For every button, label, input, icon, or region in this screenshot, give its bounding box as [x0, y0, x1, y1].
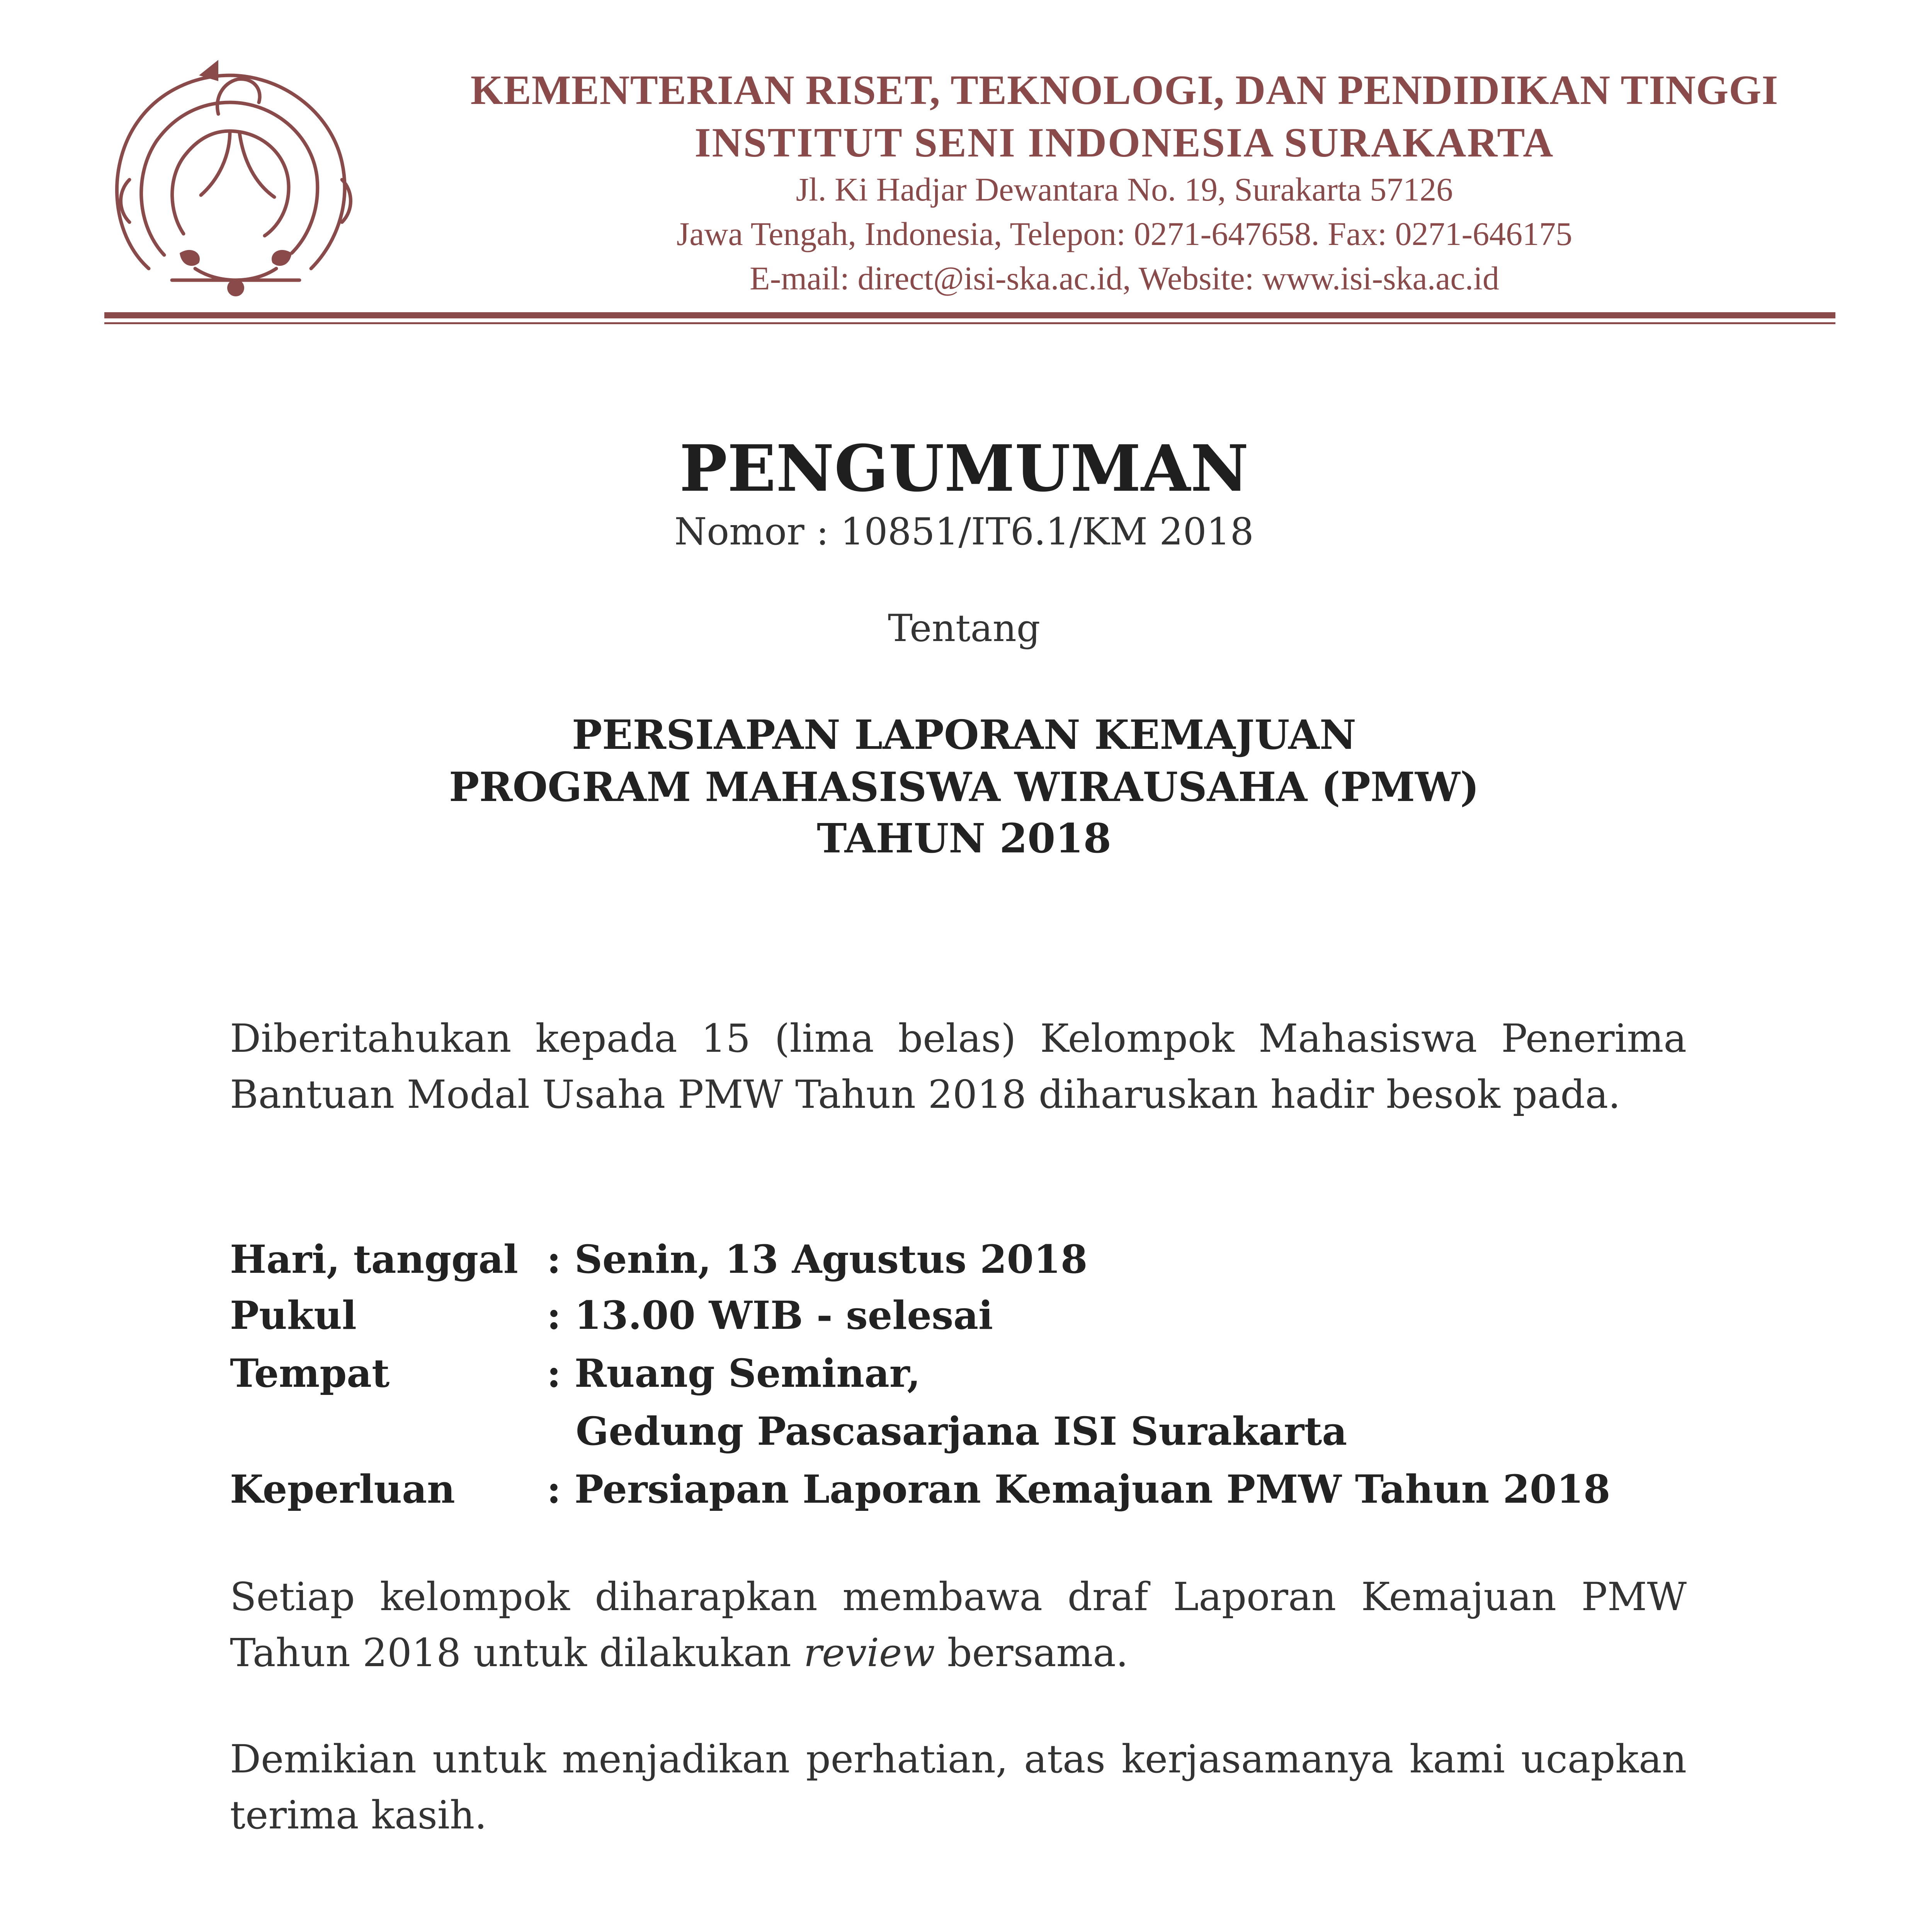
time-value: : 13.00 WIB - selesai [547, 1293, 993, 1338]
letterhead-divider-thick [104, 312, 1835, 318]
place-label: Tempat [230, 1350, 390, 1396]
institute-address: Jl. Ki Hadjar Dewantara No. 19, Surakarta 57126 [796, 171, 1453, 208]
closing-paragraph: Demikian untuk menjadikan perhatian, atas kerjasamanya kami ucapkan terima kasih. [230, 1736, 1687, 1838]
time-label: Pukul [230, 1293, 357, 1338]
request-text-end: bersama. [935, 1630, 1128, 1675]
subject-line-3: TAHUN 2018 [816, 815, 1112, 862]
announcement-title: PENGUMUMAN [679, 431, 1249, 506]
day-value: : Senin, 13 Agustus 2018 [547, 1236, 1088, 1282]
institute-phone-fax: Jawa Tengah, Indonesia, Telepon: 0271-647658. Fax: 0271-646175 [676, 215, 1573, 252]
request-text: Setiap kelompok diharapkan membawa draf Laporan Kemajuan PMW Tahun 2018 untuk dilakukan [230, 1574, 1687, 1675]
announcement-about: Tentang [888, 607, 1041, 650]
request-paragraph [230, 1569, 1687, 1681]
institute-logo [102, 52, 369, 299]
intro-paragraph: Diberitahukan kepada 15 (lima belas) Kelompok Mahasiswa Penerima Bantuan Modal Usaha PMW Tahun 2018 diharuskan hadir besok pada. [230, 1016, 1687, 1117]
place-value-continued: Gedung Pascasarjana ISI Surakarta [576, 1408, 1347, 1454]
day-label: Hari, tanggal [230, 1236, 518, 1282]
subject-line-1: PERSIAPAN LAPORAN KEMAJUAN [572, 711, 1356, 759]
place-value: : Ruang Seminar, [547, 1350, 921, 1396]
subject-line-2: PROGRAM MAHASISWA WIRAUSAHA (PMW) [449, 763, 1479, 811]
institute-name: INSTITUT SENI INDONESIA SURAKARTA [694, 120, 1554, 166]
institute-email-website: E-mail: direct@isi-ska.ac.id, Website: www.isi-ska.ac.id [750, 260, 1499, 297]
ministry-name: KEMENTERIAN RISET, TEKNOLOGI, DAN PENDIDIKAN TINGGI [470, 67, 1779, 113]
purpose-label: Keperluan [230, 1466, 455, 1512]
request-emphasis: review [803, 1630, 935, 1675]
letterhead-divider-thin [104, 322, 1835, 324]
announcement-number: Nomor : 10851/IT6.1/KM 2018 [674, 510, 1254, 553]
purpose-value: : Persiapan Laporan Kemajuan PMW Tahun 2018 [547, 1466, 1611, 1512]
